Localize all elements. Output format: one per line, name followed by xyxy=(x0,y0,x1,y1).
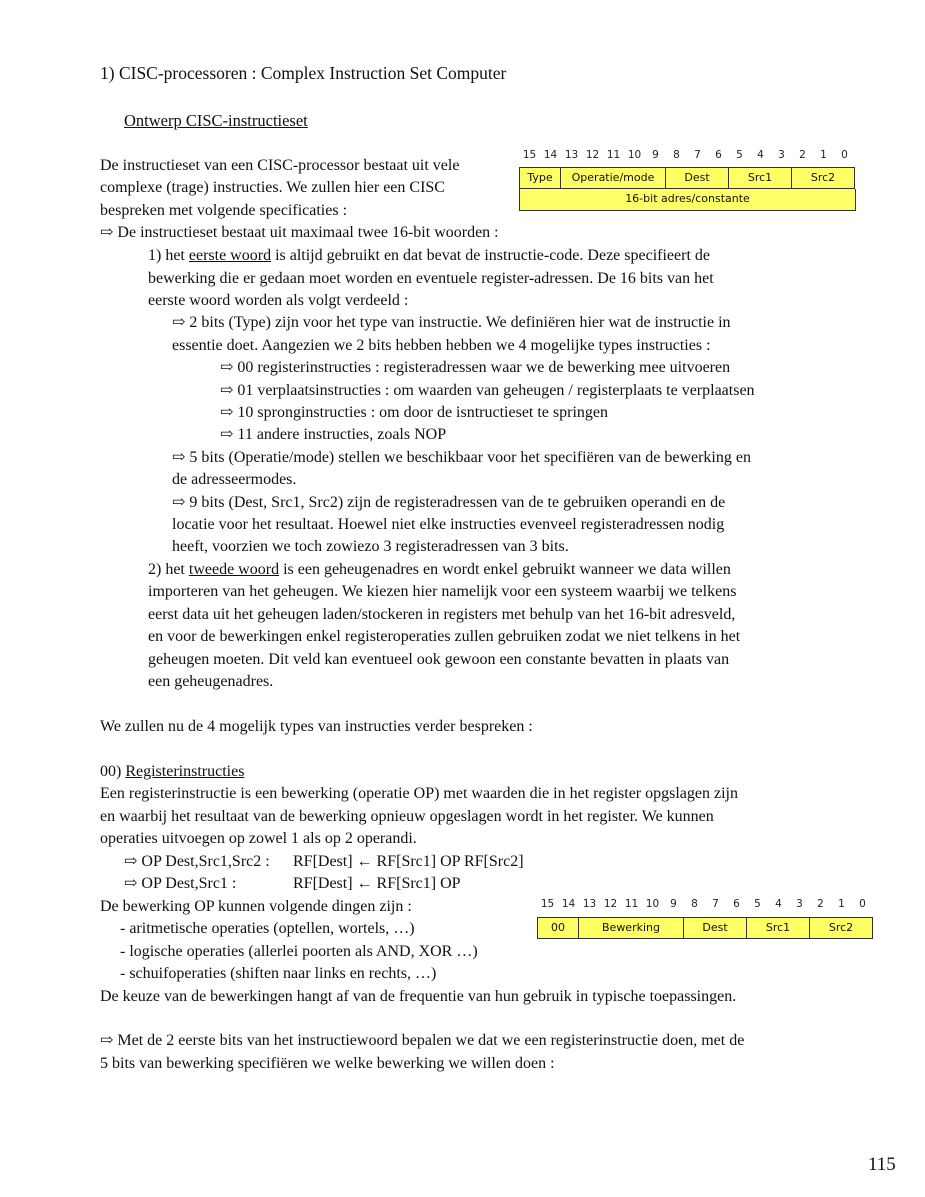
text-line: heeft, voorzien we toch zowiezo 3 registeradressen van 3 bits. xyxy=(172,538,569,555)
arrow-bullet-line xyxy=(220,402,608,424)
text-line: Een registerinstructie is een bewerking (operatie OP) met waarden die in het register opgslagen zijn xyxy=(100,785,738,802)
formula-left: OP Dest,Src1 : xyxy=(141,875,237,892)
bit-number: 3 xyxy=(796,898,803,910)
text-line: importeren van het geheugen. We kiezen hier namelijk voor een systeem waarbij we telkens xyxy=(148,583,737,600)
section-number: 00) xyxy=(100,763,126,780)
bit-number: 5 xyxy=(754,898,761,910)
table2-field-row xyxy=(537,917,873,939)
text-line: 5 bits van bewerking specifiëren we welke bewerking we willen doen : xyxy=(100,1055,555,1072)
text-line: 00 registerinstructies : registeradressen waar we de bewerking mee uitvoeren xyxy=(237,359,731,376)
text-fragment: is altijd gebruikt en dat bevat de instructie-code. Deze specifieert de xyxy=(271,247,710,264)
text-fragment: 2) het xyxy=(148,561,189,578)
field-bewerking: Bewerking xyxy=(579,917,684,939)
bit-number: 7 xyxy=(712,898,719,910)
arrow-icon: ⇨ xyxy=(124,875,138,892)
text-line: essentie doet. Aangezien we 2 bits hebben hebben we 4 mogelijke types instructies : xyxy=(172,337,711,354)
arrow-bullet-line xyxy=(220,424,446,446)
arrow-icon: ⇨ xyxy=(220,359,234,376)
bit-number: 0 xyxy=(859,898,866,910)
field-dest: Dest xyxy=(684,917,747,939)
table1-field-row xyxy=(519,167,855,189)
field-src2: Src2 xyxy=(810,917,873,939)
list-item: - logische operaties (allerlei poorten als AND, XOR …) xyxy=(120,943,478,960)
field-type: Type xyxy=(519,167,561,189)
text-line: 11 andere instructies, zoals NOP xyxy=(237,426,447,443)
arrow-icon: ⇨ xyxy=(100,1032,114,1049)
bit-number: 1 xyxy=(820,149,827,161)
table1-bit-numbers xyxy=(519,149,855,161)
formula-line xyxy=(124,851,270,873)
formula-right: RF[Dest] ← RF[Src1] OP xyxy=(293,875,461,892)
section-00-heading xyxy=(100,761,244,783)
bit-number: 1 xyxy=(838,898,845,910)
arrow-icon: ⇨ xyxy=(220,426,234,443)
arrow-bullet-line xyxy=(220,357,730,379)
field-dest: Dest xyxy=(666,167,729,189)
bit-number: 13 xyxy=(582,898,597,910)
text-fragment: 1) het xyxy=(148,247,189,264)
text-line: locatie voor het resultaat. Hoewel niet elke instructies evenveel registeradressen nodig xyxy=(172,516,725,533)
formula-right: RF[Dest] ← RF[Src1] OP RF[Src2] xyxy=(293,853,524,870)
bit-number: 11 xyxy=(606,149,621,161)
text-line: eerst data uit het geheugen laden/stockeren in registers met behulp van het 16-bit adresveld, xyxy=(148,606,736,623)
text-line: bespreken met volgende specificaties : xyxy=(100,202,348,219)
formula-left: OP Dest,Src1,Src2 : xyxy=(141,853,270,870)
text-line: 2 bits (Type) zijn voor het type van instructie. We definiëren hier wat de instructie in xyxy=(189,314,731,331)
text-line: bewerking die er gedaan moet worden en eventuele register-adressen. De 16 bits van het xyxy=(148,270,714,287)
arrow-icon: ⇨ xyxy=(100,224,114,241)
text-line: De instructieset van een CISC-processor bestaat uit vele xyxy=(100,157,460,174)
arrow-icon: ⇨ xyxy=(220,404,234,421)
bit-number: 11 xyxy=(624,898,639,910)
second-word-line xyxy=(148,559,731,581)
text-line: de adresseermodes. xyxy=(172,471,297,488)
bit-number: 3 xyxy=(778,149,785,161)
text-line: eerste woord worden als volgt verdeeld : xyxy=(148,292,409,309)
page-number: 115 xyxy=(868,1154,896,1175)
bit-number: 14 xyxy=(561,898,576,910)
text-line: We zullen nu de 4 mogelijk types van instructies verder bespreken : xyxy=(100,718,533,735)
bit-number: 8 xyxy=(691,898,698,910)
arrow-bullet-line xyxy=(100,1030,744,1052)
second-word-term: tweede woord xyxy=(188,561,280,578)
field-src2: Src2 xyxy=(792,167,855,189)
text-line: De keuze van de bewerkingen hangt af van de frequentie van hun gebruik in typische toepassingen. xyxy=(100,988,737,1005)
bit-number: 2 xyxy=(799,149,806,161)
bit-number: 10 xyxy=(645,898,660,910)
list-item: - schuifoperaties (shiften naar links en rechts, …) xyxy=(120,965,437,982)
field-src1: Src1 xyxy=(729,167,792,189)
formula-line xyxy=(124,873,236,895)
arrow-icon: ⇨ xyxy=(124,853,138,870)
bit-number: 13 xyxy=(564,149,579,161)
list-item: - aritmetische operaties (optellen, wortels, …) xyxy=(120,920,415,937)
arrow-icon: ⇨ xyxy=(172,449,186,466)
bit-number: 12 xyxy=(603,898,618,910)
section-heading: 1) CISC-processoren : Complex Instruction Set Computer xyxy=(100,63,507,83)
arrow-bullet-line xyxy=(172,312,731,334)
arrow-bullet-line xyxy=(172,492,725,514)
table2-bit-numbers xyxy=(537,898,873,910)
text-line: 10 spronginstructies : om door de isntructieset te springen xyxy=(237,404,609,421)
arrow-icon: ⇨ xyxy=(172,314,186,331)
text-line: geheugen moeten. Dit veld kan eventueel ook gewoon een constante bevatten in plaats van xyxy=(148,651,730,668)
section-title: Registerinstructies xyxy=(125,763,245,780)
bit-number: 15 xyxy=(540,898,555,910)
field-operatie-mode: Operatie/mode xyxy=(561,167,666,189)
bit-number: 2 xyxy=(817,898,824,910)
arrow-bullet-line xyxy=(172,447,751,469)
subsection-heading: Ontwerp CISC-instructieset xyxy=(124,111,308,130)
field-address-constant: 16-bit adres/constante xyxy=(519,189,856,211)
text-line: 9 bits (Dest, Src1, Src2) zijn de registeradressen van de te gebruiken operandi en de xyxy=(189,494,726,511)
bit-number: 4 xyxy=(757,149,764,161)
text-line: een geheugenadres. xyxy=(148,673,274,690)
text-line: en waarbij het resultaat van de bewerking opnieuw opgeslagen wordt in het register. We kunnen xyxy=(100,808,714,825)
text-line: 5 bits (Operatie/mode) stellen we beschikbaar voor het specifiëren van de bewerking en xyxy=(189,449,751,466)
arrow-icon: ⇨ xyxy=(220,382,234,399)
text-line: Met de 2 eerste bits van het instructiewoord bepalen we dat we een registerinstructie doen, met de xyxy=(117,1032,745,1049)
arrow-bullet-line xyxy=(220,380,755,402)
bit-number: 6 xyxy=(733,898,740,910)
bit-number: 7 xyxy=(694,149,701,161)
first-word-term: eerste woord xyxy=(188,247,272,264)
text-line: operaties uitvoegen op zowel 1 als op 2 operandi. xyxy=(100,830,417,847)
text-fragment: is een geheugenadres en wordt enkel gebruikt wanneer we data willen xyxy=(279,561,731,578)
text-line: 01 verplaatsinstructies : om waarden van geheugen / registerplaats te verplaatsen xyxy=(237,382,755,399)
bit-number: 14 xyxy=(543,149,558,161)
first-word-line xyxy=(148,245,710,267)
text-line: en voor de bewerkingen enkel registeroperaties zullen gebruiken zodat we niet telkens in het xyxy=(148,628,741,645)
bit-number: 12 xyxy=(585,149,600,161)
bit-number: 10 xyxy=(627,149,642,161)
arrow-bullet-line xyxy=(100,222,499,244)
bit-number: 9 xyxy=(670,898,677,910)
bit-number: 8 xyxy=(673,149,680,161)
field-src1: Src1 xyxy=(747,917,810,939)
text-line: De instructieset bestaat uit maximaal twee 16-bit woorden : xyxy=(117,224,499,241)
text-line: De bewerking OP kunnen volgende dingen zijn : xyxy=(100,898,412,915)
field-type-00: 00 xyxy=(537,917,579,939)
bit-number: 9 xyxy=(652,149,659,161)
bit-number: 15 xyxy=(522,149,537,161)
bit-number: 4 xyxy=(775,898,782,910)
bit-number: 5 xyxy=(736,149,743,161)
arrow-icon: ⇨ xyxy=(172,494,186,511)
text-line: complexe (trage) instructies. We zullen hier een CISC xyxy=(100,179,445,196)
bit-number: 0 xyxy=(841,149,848,161)
bit-number: 6 xyxy=(715,149,722,161)
